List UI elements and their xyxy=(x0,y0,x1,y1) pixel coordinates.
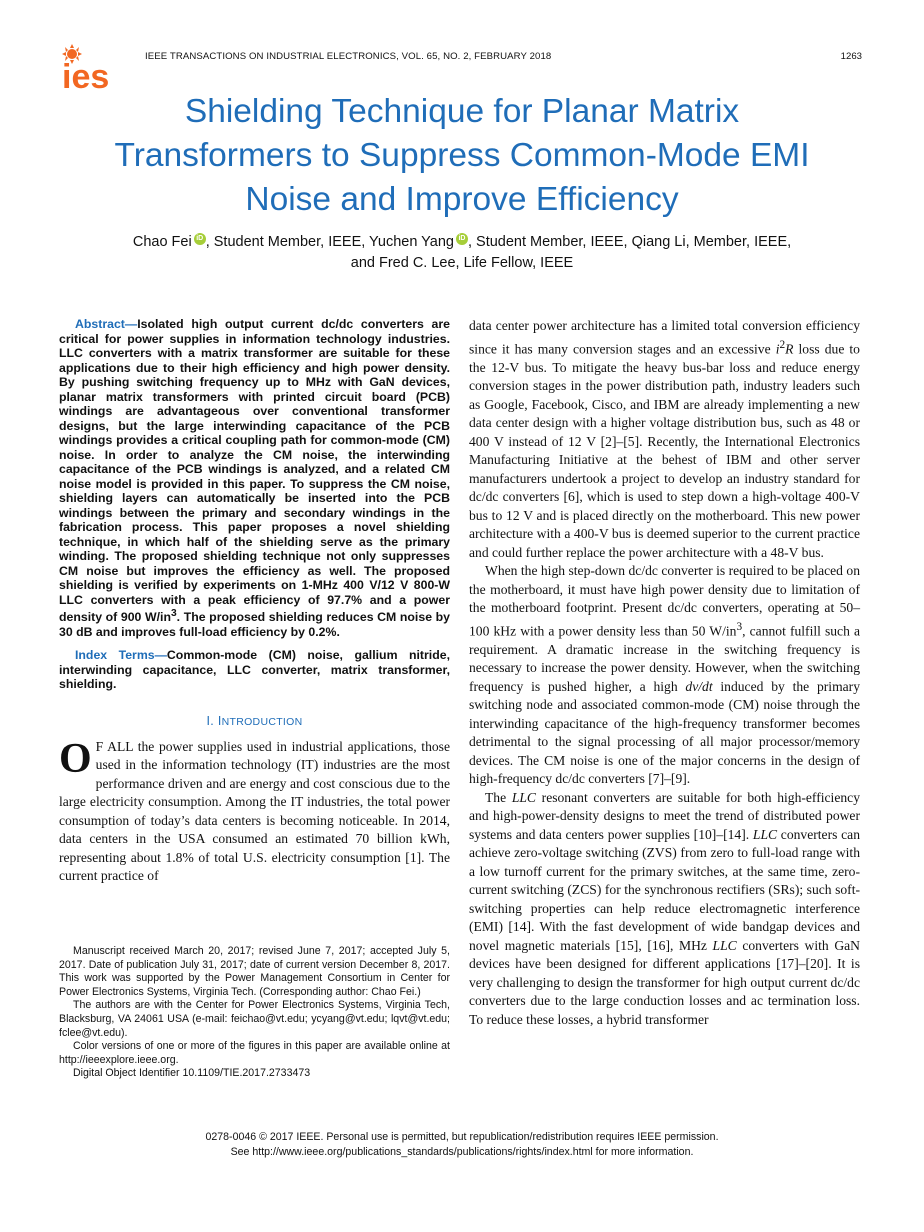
intro-text: the power supplies used in industrial applications, those used in the information technology (IT) industries are the most performance driven and are energy and cost conscious due to the large electricity consumption. Among the IT industries, the total power consumption of today’s data centers is becoming noticeable. In 2014, data centers in the USA consumed an estimated 70 billion kWh, representing about 1.8% of total U.S. electricity consumption [1]. The current practice of xyxy=(59,738,450,884)
math-sup: 3 xyxy=(736,620,743,633)
math-R: R xyxy=(785,341,794,357)
footnote-authors: The authors are with the Center for Power Electronics Systems, Virginia Tech, Blacksburg, VA 24061 USA (e-mail: feichao@vt.edu; ycyang@vt.edu; lqvt@vt.edu; fclee@vt.edu). xyxy=(59,999,450,1039)
intro-paragraph xyxy=(59,735,450,886)
title-line-3: Noise and Improve Efficiency xyxy=(245,181,679,218)
footnote-manuscript: Manuscript received March 20, 2017; revised June 7, 2017; accepted July 5, 2017. Date of publication July 31, 2017; date of current version December 8, 2017. This work was supported by the Power Management Consortium in Center for Power Electronics Systems, Virginia Tech. (Corresponding author: Chao Fei.) xyxy=(59,945,450,998)
math-sup: 2 xyxy=(779,338,786,351)
right-column xyxy=(469,317,860,1029)
left-column xyxy=(59,317,450,886)
paper-title xyxy=(40,90,884,222)
index-terms-label: Index Terms— xyxy=(75,648,167,663)
author-affil-2: , Student Member, IEEE, Qiang Li, Member, IEEE, xyxy=(467,234,792,250)
abstract-label: Abstract— xyxy=(75,317,138,331)
text-span: induced by the primary switching node and associated common-mode (CM) noise through the interwinding capacitance of the high-frequency transformer becomes detrimental to the signal processing of all major processor/memory devices. The CM noise is one of the major concerns in the design of high-frequency dc/dc converters [7]–[9]. xyxy=(469,678,861,787)
section-title-rest: NTRODUCTION xyxy=(221,715,303,728)
section-first-letter: I xyxy=(217,713,222,728)
text-span: , cannot fulfill such a requirement. A dramatic increase in the switching frequency is necessary to increase the power density. However, when the switching frequency is pushed higher, a high xyxy=(469,623,860,694)
right-paragraph-2 xyxy=(469,562,860,789)
copyright-line-1: 0278-0046 © 2017 IEEE. Personal use is permitted, but republication/redistribution requires IEEE permission. xyxy=(205,1131,719,1143)
italic-llc: LLC xyxy=(511,789,536,805)
footnote xyxy=(59,945,450,1081)
author-line-2: and Fred C. Lee, Life Fellow, IEEE xyxy=(350,255,574,271)
index-terms-text: Common-mode (CM) noise, gallium nitride, interwinding capacitance, LLC converter, matrix transformer, shielding. xyxy=(59,648,450,692)
italic-llc: LLC xyxy=(752,826,778,842)
math-dvdt: dv/dt xyxy=(685,678,713,694)
ies-logo xyxy=(58,44,132,92)
right-paragraph-3 xyxy=(469,789,860,1030)
journal-header: IEEE TRANSACTIONS ON INDUSTRIAL ELECTRONICS, VOL. 65, NO. 2, FEBRUARY 2018 xyxy=(145,51,552,62)
author-chao-fei: Chao Fei xyxy=(132,234,192,250)
footnote-color: Color versions of one or more of the figures in this paper are available online at http://ieeexplore.ieee.org. xyxy=(59,1040,450,1066)
text-span: converters with GaN devices have been designed for different applications [17]–[20]. It is very challenging to design the transformer for high output current dc/dc converters due to the large conduction losses and ac termination loss. To reduce these losses, a hybrid transformer xyxy=(469,937,860,1027)
text-span: resonant converters are suitable for both high-efficiency and high-power-density designs to meet the trend of distributed power systems and data centers power supplies [10]–[14]. xyxy=(469,789,860,842)
right-paragraph-1 xyxy=(469,317,860,562)
intro-first-caps: F ALL xyxy=(95,738,134,754)
copyright-line-2: See http://www.ieee.org/publications_standards/publications/rights/index.html for more information. xyxy=(230,1145,694,1158)
orcid-icon[interactable]: iD xyxy=(456,233,468,245)
abstract-sup: 3 xyxy=(170,608,177,619)
drop-cap: O xyxy=(59,735,92,782)
author-affil-1: , Student Member, IEEE, Yuchen Yang xyxy=(205,234,454,250)
abstract xyxy=(59,317,450,639)
author-list xyxy=(40,232,884,274)
page-number: 1263 xyxy=(840,51,862,62)
math-i: i xyxy=(775,341,780,357)
abstract-text-end: . The proposed shielding reduces CM noise by 30 dB and improves full-load efficiency by 0.2%. xyxy=(59,610,450,639)
text-span: When the high step-down dc/dc converter is required to be placed on the motherboard, it must have high power density due to limitation of the motherboard footprint. Present dc/dc converters, operating at 50–100 kHz with a power density less than 50 W/in xyxy=(469,563,860,639)
text-span: converters can achieve zero-voltage switching (ZVS) from zero to full-load range with a low turnoff current for the primary switches, at the same time, zero-current switching (ZCS) for the synchronous rectifiers (SRs); such soft-switching properties can help reduce electromagnetic interference (EMI) [14]. With the fast development of wide bandgap devices and novel magnetic materials [15], [16], MHz xyxy=(469,826,860,953)
italic-llc: LLC xyxy=(712,937,737,953)
text-span: loss due to the 12-V bus. To mitigate the heavy bus-bar loss and reduce energy conversion stages in the power distribution path, industry leaders such as Google, Facebook, Cisco, and IBM are already implementing a new data center design with a higher voltage distribution bus, such as 48 or 400 V instead of 12 V [2]–[5]. Recently, the International Electronics Manufacturing Initiative at the behest of IBM and other server manufacturers undertook a project to develop an industry standard for dc/dc converters [6], which is used to step down a high-voltage 400-V bus to 12 V and is placed directly on the motherboard. This new power architecture with a 400-V bus is deemed superior to the current practice and could further replace the power architecture with a 48-V bus. xyxy=(469,341,860,560)
index-terms xyxy=(59,648,450,692)
section-number: I. xyxy=(206,713,218,728)
title-line-2: Transformers to Suppress Common-Mode EMI xyxy=(114,137,810,174)
text-span: The xyxy=(485,789,512,805)
title-line-1: Shielding Technique for Planar Matrix xyxy=(184,93,740,130)
text-span: data center power architecture has a limited total conversion efficiency since it has many conversion stages and an excessive xyxy=(469,318,860,357)
section-heading-introduction xyxy=(59,714,450,728)
orcid-icon[interactable]: iD xyxy=(194,233,206,245)
abstract-text: Isolated high output current dc/dc converters are critical for power supplies in information technology industries. LLC converters with a matrix transformer are suitable for these applications due to their high efficiency and high power density. By pushing switching frequency up to MHz with GaN devices, planar matrix transformers with printed circuit board (PCB) windings are advantageous over conventional transformer designs, but the large interwinding capacitance of the PCB windings provides a critical coupling path for common-mode (CM) noise. In order to analyze the CM noise, the interwinding capacitance of the PCB windings is analyzed, and a related CM noise model is provided in this paper. To suppress the CM noise, shielding layers can automatically be inserted into the PCB windings between the primary and secondary windings in the fabrication process. This paper proposes a novel shielding technique, in which half of the shielding serve as the primary winding. The proposed shielding technique not only suppresses CM noise but improves the efficiency as well. The proposed shielding is verified by experiments on 1-MHz 400 V/12 V 800-W LLC converters with a peak efficiency of 97.7% and a power density of 900 W/in xyxy=(59,317,450,625)
copyright-notice xyxy=(40,1130,884,1159)
footnote-doi: Digital Object Identifier 10.1109/TIE.2017.2733473 xyxy=(73,1067,311,1080)
logo-text: ies xyxy=(62,58,110,92)
